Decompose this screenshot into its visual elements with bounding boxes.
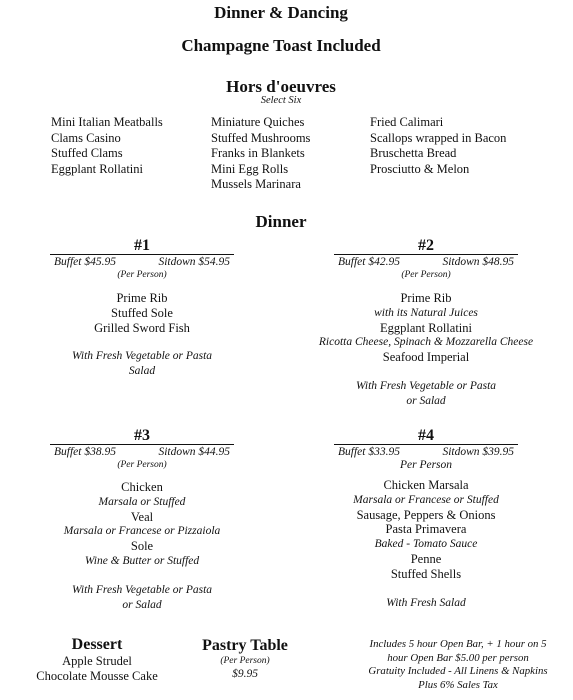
bar-note: hour Open Bar $5.00 per person [387,651,529,664]
dessert-title: Dessert [71,636,123,653]
dessert-item: Chocolate Mousse Cake [36,669,158,683]
menu-item: with its Natural Juices [374,306,478,319]
hors-item: Franks in Blankets [211,146,305,161]
hors-item: Fried Calimari [370,115,444,129]
menu-title: Dinner & Dancing [214,3,348,22]
menu-item: Eggplant Rollatini [379,320,472,335]
menu-item: Marsala or Francese or Stuffed [353,493,499,506]
package-1-items [52,291,232,379]
bar-note: Includes 5 hour Open Bar, + 1 hour on 5 [369,638,547,650]
sitdown-price: Sitdown $54.95 [158,256,230,268]
buffet-price: Buffet $38.95 [54,446,116,458]
package-3-header [52,427,232,472]
pastry-per-person: (Per Person) [220,656,270,666]
menu-item: Ricotta Cheese, Spinach & Mozzarella Cheese [318,336,534,349]
menu-item: Prime Rib [116,291,168,305]
side-note: or Salad [122,598,162,611]
menu-item: Chicken Marsala [383,478,469,492]
hors-item: Scallops wrapped in Bacon [370,130,507,145]
menu-subtitle: Champagne Toast Included [181,36,381,55]
side-note: Salad [128,365,156,378]
dessert-section [22,636,172,684]
menu-item: Grilled Sword Fish [94,320,190,335]
side-note: With Fresh Vegetable or Pasta [71,583,213,596]
hors-column-1 [51,115,163,177]
hors-title: Hors d'oeuvres [226,77,336,96]
dinner-title: Dinner [255,212,307,231]
hors-item: Miniature Quiches [211,115,305,129]
sitdown-price: Sitdown $48.95 [442,256,514,268]
hors-item: Bruschetta Bread [370,146,457,161]
package-number: #3 [134,427,150,444]
menu-item: Seafood Imperial [382,350,470,365]
hors-column-3 [370,115,506,177]
hors-column-2 [211,115,310,193]
side-note: With Fresh Vegetable or Pasta [71,350,213,363]
menu-item: Wine & Butter or Stuffed [84,554,200,567]
per-person-note: (Per Person) [117,270,167,280]
bar-note: Gratuity Included - All Linens & Napkins [368,665,548,677]
hors-item: Mini Egg Rolls [211,161,289,176]
per-person-note: (Per Person) [117,460,167,470]
package-2-items [306,291,546,409]
hors-item: Mini Italian Meatballs [51,115,163,129]
package-3-items [42,480,242,612]
sitdown-price: Sitdown $44.95 [158,446,230,458]
side-note: With Fresh Salad [386,596,466,609]
hors-item: Prosciutto & Melon [370,161,470,176]
hors-item: Stuffed Clams [51,146,123,161]
bar-notes [346,638,570,692]
menu-item: Prime Rib [400,291,452,305]
menu-item: Chicken [121,480,163,494]
menu-item: Penne [410,551,442,566]
hors-item: Mussels Marinara [211,177,301,192]
hors-item: Eggplant Rollatini [51,161,144,176]
menu-item: Sausage, Peppers & Onions [356,507,496,522]
buffet-price: Buffet $42.95 [338,256,400,268]
hors-note: Select Six [260,95,302,106]
side-note: With Fresh Vegetable or Pasta [355,379,497,392]
hors-item: Clams Casino [51,130,121,145]
package-number: #4 [418,427,434,444]
menu-item: Marsala or Stuffed [98,495,186,508]
menu-item: Stuffed Sole [111,305,173,320]
dessert-item: Apple Strudel [62,654,132,668]
hors-item: Stuffed Mushrooms [211,130,311,145]
menu-item: Veal [130,509,154,524]
package-4-items [306,478,546,610]
menu-item: Sole [130,539,154,554]
buffet-price: Buffet $45.95 [54,256,116,268]
package-2-header [336,237,516,282]
package-number: #1 [134,237,150,254]
package-1-header [52,237,232,282]
menu-item: Pasta Primavera [385,522,467,537]
side-note: or Salad [406,394,446,407]
package-4-header [336,427,516,472]
pastry-price: $9.95 [232,668,258,680]
package-number: #2 [418,237,434,254]
pastry-title: Pastry Table [202,637,288,654]
menu-item: Stuffed Shells [390,566,462,581]
per-person-note: (Per Person) [401,270,451,280]
menu-item: Marsala or Francese or Pizzaiola [63,525,221,538]
menu-item: Baked - Tomato Sauce [374,538,478,551]
buffet-price: Buffet $33.95 [338,446,400,458]
bar-note: Plus 6% Sales Tax [418,678,498,691]
pastry-section [185,637,305,681]
per-person-note: Per Person [399,459,453,471]
sitdown-price: Sitdown $39.95 [442,446,514,458]
